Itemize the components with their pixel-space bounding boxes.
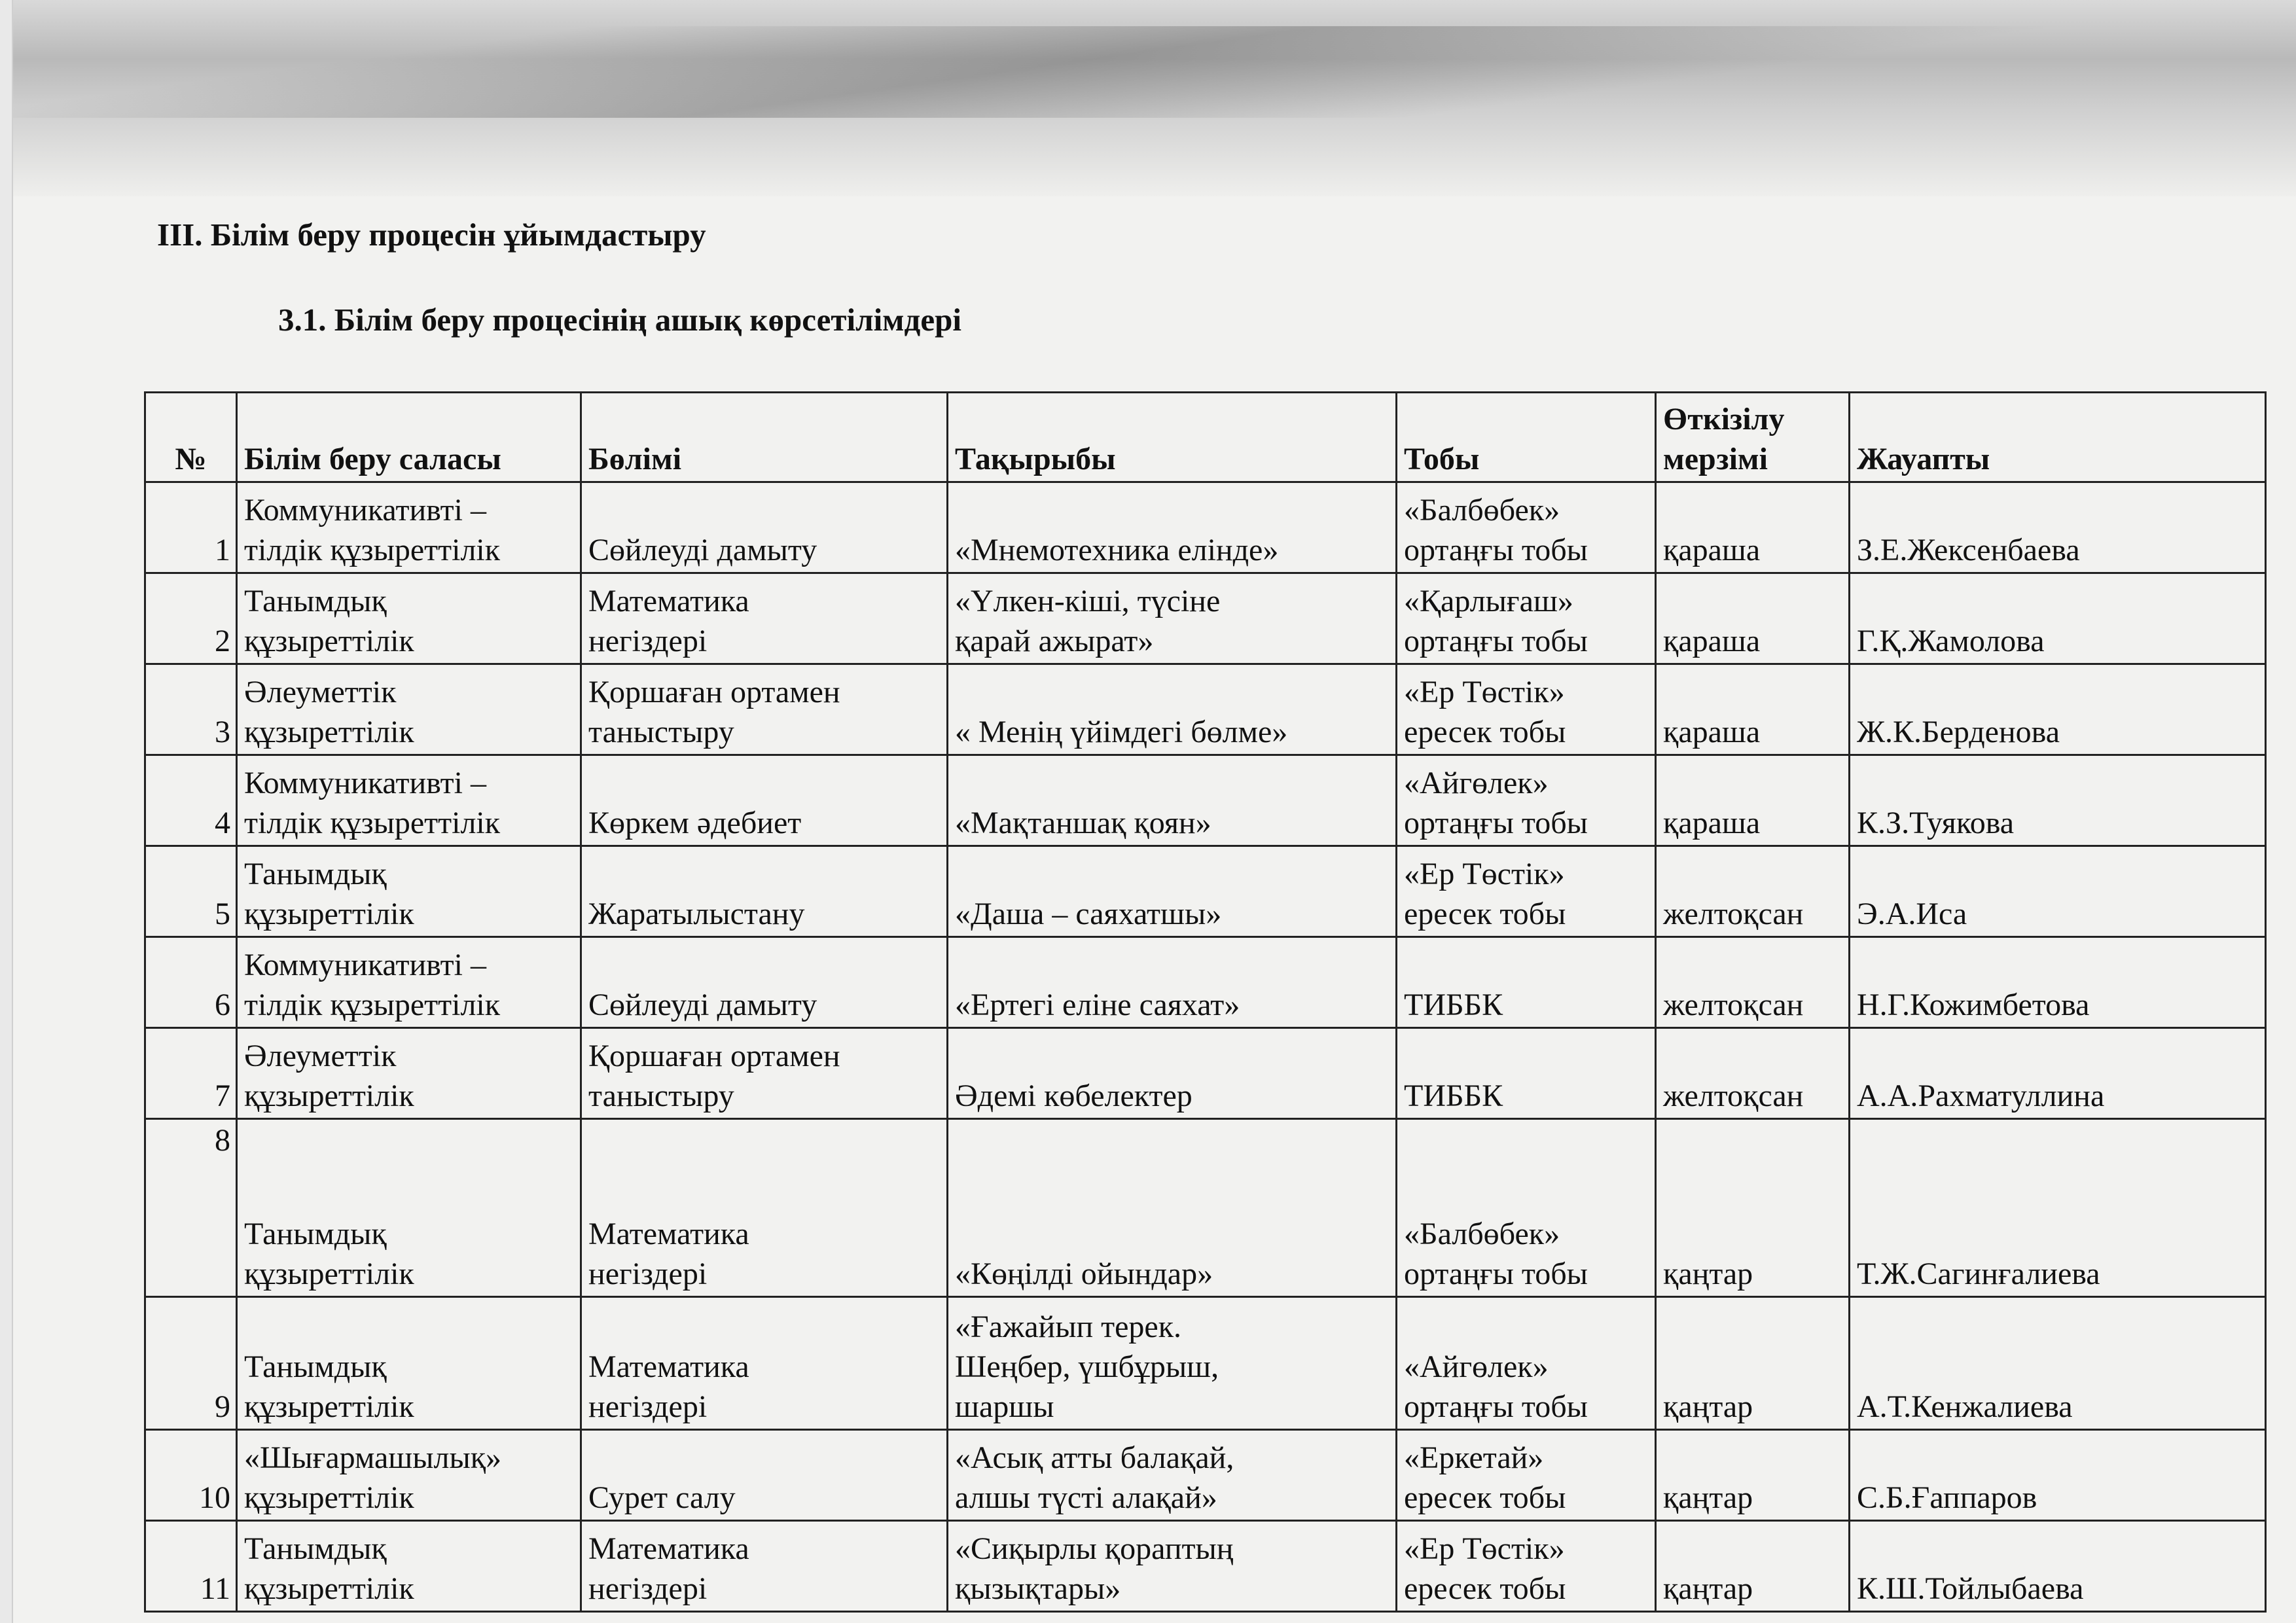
cell-section: Математика негіздері [581, 1521, 948, 1612]
header-topic: Тақырыбы [948, 393, 1397, 482]
header-period: Өткізілу мерзімі [1656, 393, 1850, 482]
cell-section: Көркем әдебиет [581, 755, 948, 846]
cell-responsible: Г.Қ.Жамолова [1850, 573, 2266, 664]
table-row [145, 1297, 2266, 1430]
header-group: Тобы [1397, 393, 1656, 482]
header-responsible: Жауапты [1850, 393, 2266, 482]
scan-edge [0, 0, 13, 1623]
cell-group: «Балбөбек» ортаңғы тобы [1397, 1119, 1656, 1297]
cell-section: Сурет салу [581, 1430, 948, 1521]
table-row [145, 1430, 2266, 1521]
cell-num: 6 [145, 937, 237, 1028]
cell-topic: «Ғажайып терек. Шеңбер, үшбұрыш, шаршы [948, 1297, 1397, 1430]
cell-num: 3 [145, 664, 237, 755]
cell-section: Математика негіздері [581, 1119, 948, 1297]
cell-period: қараша [1656, 482, 1850, 573]
cell-group: «Ер Төстік» ересек тобы [1397, 1521, 1656, 1612]
cell-area: Коммуникативті – тілдік құзыреттілік [237, 755, 581, 846]
table-row [145, 664, 2266, 755]
cell-period: қаңтар [1656, 1297, 1850, 1430]
cell-area: Танымдық құзыреттілік [237, 1119, 581, 1297]
cell-section: Қоршаған ортамен таныстыру [581, 1028, 948, 1119]
cell-num: 5 [145, 846, 237, 937]
cell-group: «Балбөбек» ортаңғы тобы [1397, 482, 1656, 573]
cell-num: 2 [145, 573, 237, 664]
header-num: № [145, 393, 237, 482]
cell-topic: «Асық атты балақай, алшы түсті алақай» [948, 1430, 1397, 1521]
cell-group: «Айгөлек» ортаңғы тобы [1397, 1297, 1656, 1430]
cell-period: қаңтар [1656, 1119, 1850, 1297]
cell-responsible: С.Б.Ғаппаров [1850, 1430, 2266, 1521]
cell-area: Коммуникативті – тілдік құзыреттілік [237, 937, 581, 1028]
subsection-title: 3.1. Білім беру процесінің ашық көрсетілімдері [278, 302, 961, 338]
cell-period: қараша [1656, 664, 1850, 755]
open-lessons-table [144, 391, 2267, 1613]
cell-responsible: З.Е.Жексенбаева [1850, 482, 2266, 573]
cell-area: Әлеуметтік құзыреттілік [237, 1028, 581, 1119]
cell-group: ТИББК [1397, 937, 1656, 1028]
table-row [145, 1521, 2266, 1612]
cell-num: 4 [145, 755, 237, 846]
cell-num: 8 [145, 1119, 237, 1297]
header-area: Білім беру саласы [237, 393, 581, 482]
cell-responsible: Т.Ж.Сагинғалиева [1850, 1119, 2266, 1297]
cell-topic: «Сиқырлы қораптың қызықтары» [948, 1521, 1397, 1612]
cell-area: Танымдық құзыреттілік [237, 573, 581, 664]
cell-topic: « Менің үйімдегі бөлме» [948, 664, 1397, 755]
table-row [145, 1028, 2266, 1119]
cell-topic: «Даша – саяхатшы» [948, 846, 1397, 937]
cell-responsible: А.А.Рахматуллина [1850, 1028, 2266, 1119]
header-section: Бөлімі [581, 393, 948, 482]
cell-group: «Ер Төстік» ересек тобы [1397, 664, 1656, 755]
cell-topic: «Мнемотехника елінде» [948, 482, 1397, 573]
cell-topic: Әдемі көбелектер [948, 1028, 1397, 1119]
cell-period: қаңтар [1656, 1521, 1850, 1612]
cell-area: Танымдық құзыреттілік [237, 1521, 581, 1612]
cell-responsible: А.Т.Кенжалиева [1850, 1297, 2266, 1430]
cell-responsible: Ж.К.Берденова [1850, 664, 2266, 755]
cell-num: 1 [145, 482, 237, 573]
cell-group: «Еркетай» ересек тобы [1397, 1430, 1656, 1521]
table-row [145, 1119, 2266, 1297]
cell-num: 11 [145, 1521, 237, 1612]
table-header-row [145, 393, 2266, 482]
cell-responsible: Э.А.Иса [1850, 846, 2266, 937]
cell-section: Сөйлеуді дамыту [581, 482, 948, 573]
cell-group: ТИББК [1397, 1028, 1656, 1119]
cell-area: Танымдық құзыреттілік [237, 846, 581, 937]
cell-section: Математика негіздері [581, 1297, 948, 1430]
cell-period: желтоқсан [1656, 846, 1850, 937]
cell-period: қараша [1656, 755, 1850, 846]
cell-period: қараша [1656, 573, 1850, 664]
cell-num: 7 [145, 1028, 237, 1119]
open-lessons-table-wrapper [144, 391, 2265, 1613]
table-row [145, 846, 2266, 937]
cell-section: Математика негіздері [581, 573, 948, 664]
cell-topic: «Мақтаншақ қоян» [948, 755, 1397, 846]
cell-area: Әлеуметтік құзыреттілік [237, 664, 581, 755]
cell-topic: «Ертегі еліне саяхат» [948, 937, 1397, 1028]
cell-period: желтоқсан [1656, 1028, 1850, 1119]
cell-responsible: К.Ш.Тойлыбаева [1850, 1521, 2266, 1612]
cell-section: Сөйлеуді дамыту [581, 937, 948, 1028]
cell-topic: «Көңілді ойындар» [948, 1119, 1397, 1297]
table-row [145, 937, 2266, 1028]
cell-responsible: К.З.Туякова [1850, 755, 2266, 846]
section-title: III. Білім беру процесін ұйымдастыру [157, 217, 706, 253]
table-row [145, 573, 2266, 664]
cell-group: «Қарлығаш» ортаңғы тобы [1397, 573, 1656, 664]
cell-section: Қоршаған ортамен таныстыру [581, 664, 948, 755]
scan-fold-shadow [0, 26, 2296, 118]
cell-section: Жаратылыстану [581, 846, 948, 937]
table-row [145, 755, 2266, 846]
cell-num: 9 [145, 1297, 237, 1430]
cell-area: Танымдық құзыреттілік [237, 1297, 581, 1430]
cell-group: «Ер Төстік» ересек тобы [1397, 846, 1656, 937]
cell-area: Коммуникативті – тілдік құзыреттілік [237, 482, 581, 573]
cell-group: «Айгөлек» ортаңғы тобы [1397, 755, 1656, 846]
table-row [145, 482, 2266, 573]
cell-topic: «Үлкен-кіші, түсіне қарай ажырат» [948, 573, 1397, 664]
cell-num: 10 [145, 1430, 237, 1521]
cell-area: «Шығармашылық» құзыреттілік [237, 1430, 581, 1521]
cell-period: қаңтар [1656, 1430, 1850, 1521]
cell-period: желтоқсан [1656, 937, 1850, 1028]
cell-responsible: Н.Г.Кожимбетова [1850, 937, 2266, 1028]
